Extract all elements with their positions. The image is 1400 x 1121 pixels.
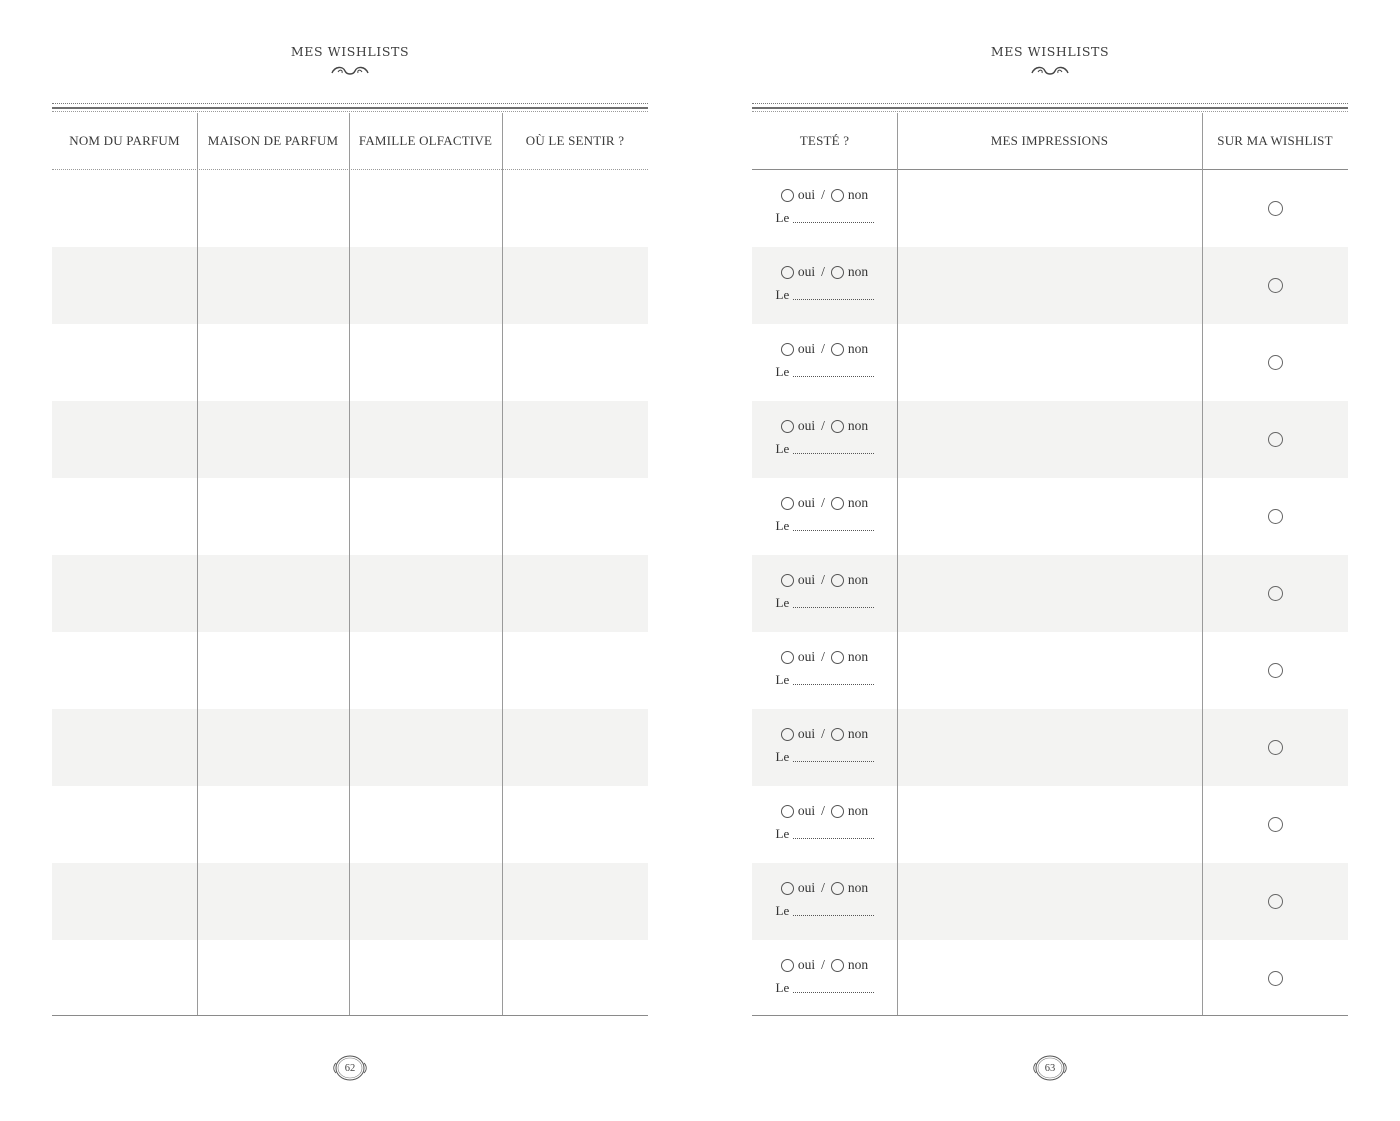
tested-options (781, 957, 868, 973)
non-label: non (847, 957, 869, 972)
impressions-cell[interactable] (897, 324, 1202, 401)
non-label: non (847, 726, 869, 741)
non-radio[interactable] (831, 266, 844, 279)
tested-cell (752, 401, 897, 478)
non-label: non (847, 187, 869, 202)
page-number (1032, 1052, 1068, 1084)
table-cell-famille[interactable] (349, 324, 502, 401)
non-radio[interactable] (831, 420, 844, 433)
table-cell-maison[interactable] (197, 940, 349, 1017)
header-rule (752, 103, 1348, 113)
column-divider (897, 113, 898, 1015)
non-radio[interactable] (831, 497, 844, 510)
non-radio[interactable] (831, 189, 844, 202)
date-label: Le (775, 826, 790, 841)
wishlist-cell (1202, 709, 1348, 786)
table-cell-famille[interactable] (349, 555, 502, 632)
non-label: non (847, 572, 869, 587)
oui-label: oui (797, 341, 816, 356)
option-separator: / (821, 187, 825, 202)
impressions-cell[interactable] (897, 940, 1202, 1017)
wishlist-cell (1202, 170, 1348, 247)
tested-cell (752, 863, 897, 940)
non-label: non (847, 495, 869, 510)
table-cell-maison[interactable] (197, 247, 349, 324)
date-label: Le (775, 903, 790, 918)
table-cell-nom[interactable] (52, 478, 197, 555)
table-cell-maison[interactable] (197, 478, 349, 555)
wishlist-cell (1202, 478, 1348, 555)
table-row (52, 170, 648, 247)
tested-cell (752, 478, 897, 555)
wishlist-radio[interactable] (1268, 663, 1283, 678)
oui-label: oui (797, 803, 816, 818)
tested-cell (752, 786, 897, 863)
oui-radio[interactable] (781, 959, 794, 972)
wishlist-radio[interactable] (1268, 586, 1283, 601)
table-row (52, 786, 648, 863)
date-line[interactable] (776, 364, 874, 380)
non-label: non (847, 649, 869, 664)
table-row (752, 401, 1348, 478)
table-cell-maison[interactable] (197, 555, 349, 632)
table-cell-ou[interactable] (502, 401, 648, 478)
table-row (52, 401, 648, 478)
table-cell-maison[interactable] (197, 863, 349, 940)
column-header-famille: FAMILLE OLFACTIVE (358, 133, 493, 148)
date-dotted-line (793, 684, 873, 685)
wishlist-cell (1202, 863, 1348, 940)
date-dotted-line (793, 530, 873, 531)
oui-label: oui (797, 726, 816, 741)
tested-options (781, 803, 868, 819)
impressions-cell[interactable] (897, 863, 1202, 940)
oui-label: oui (797, 649, 816, 664)
table-row (52, 555, 648, 632)
table-row (752, 632, 1348, 709)
option-separator: / (821, 418, 825, 433)
non-radio[interactable] (831, 959, 844, 972)
table-cell-maison[interactable] (197, 170, 349, 247)
table-cell-ou[interactable] (502, 478, 648, 555)
date-dotted-line (793, 453, 873, 454)
page-title: MES WISHLISTS (990, 44, 1110, 59)
date-line[interactable] (776, 672, 874, 688)
impressions-cell[interactable] (897, 401, 1202, 478)
tested-options (781, 649, 868, 665)
tested-cell (752, 940, 897, 1017)
left-rows (52, 170, 648, 1017)
page-number-label: 62 (344, 1062, 356, 1074)
date-dotted-line (793, 838, 873, 839)
option-separator: / (821, 726, 825, 741)
date-dotted-line (793, 992, 873, 993)
wishlist-radio[interactable] (1268, 894, 1283, 909)
flourish-ornament-icon (1029, 64, 1071, 78)
right-page (752, 0, 1348, 1121)
table-cell-nom[interactable] (52, 555, 197, 632)
wishlist-cell (1202, 555, 1348, 632)
tested-cell (752, 170, 897, 247)
impressions-cell[interactable] (897, 555, 1202, 632)
table-bottom-rule (752, 1015, 1348, 1016)
oui-label: oui (797, 264, 816, 279)
table-cell-nom[interactable] (52, 863, 197, 940)
wishlist-radio[interactable] (1268, 817, 1283, 832)
table-row (752, 170, 1348, 247)
table-cell-ou[interactable] (502, 170, 648, 247)
table-cell-famille[interactable] (349, 863, 502, 940)
table-cell-nom[interactable] (52, 170, 197, 247)
date-label: Le (775, 364, 790, 379)
non-label: non (847, 803, 869, 818)
non-radio[interactable] (831, 574, 844, 587)
table-cell-ou[interactable] (502, 247, 648, 324)
date-label: Le (775, 441, 790, 456)
table-cell-nom[interactable] (52, 940, 197, 1017)
page-number (332, 1052, 368, 1084)
table-row (752, 863, 1348, 940)
date-dotted-line (793, 915, 873, 916)
wishlist-radio[interactable] (1268, 740, 1283, 755)
table-cell-maison[interactable] (197, 401, 349, 478)
column-header-impressions: MES IMPRESSIONS (990, 133, 1109, 148)
date-line[interactable] (776, 287, 874, 303)
table-header-row (52, 113, 648, 169)
column-header-nom: NOM DU PARFUM (69, 133, 180, 148)
table-cell-ou[interactable] (502, 863, 648, 940)
table-cell-nom[interactable] (52, 324, 197, 401)
table-cell-nom[interactable] (52, 709, 197, 786)
table-row (52, 709, 648, 786)
header-rule (52, 103, 648, 113)
tested-cell (752, 632, 897, 709)
table-cell-famille[interactable] (349, 170, 502, 247)
flourish-ornament-icon (329, 64, 371, 78)
date-line[interactable] (776, 518, 874, 534)
tested-options (781, 264, 868, 280)
impressions-cell[interactable] (897, 786, 1202, 863)
tested-cell (752, 709, 897, 786)
wishlist-cell (1202, 940, 1348, 1017)
oui-radio[interactable] (781, 651, 794, 664)
table-cell-nom[interactable] (52, 401, 197, 478)
table-row (752, 709, 1348, 786)
oui-label: oui (797, 187, 816, 202)
date-label: Le (775, 749, 790, 764)
table-cell-famille[interactable] (349, 940, 502, 1017)
table-row (52, 247, 648, 324)
date-label: Le (775, 518, 790, 533)
tested-options (781, 726, 868, 742)
page-number-label: 63 (1044, 1062, 1056, 1074)
wishlist-radio[interactable] (1268, 278, 1283, 293)
impressions-cell[interactable] (897, 632, 1202, 709)
table-row (752, 247, 1348, 324)
oui-label: oui (797, 572, 816, 587)
table-cell-nom[interactable] (52, 632, 197, 709)
oui-label: oui (797, 418, 816, 433)
wishlist-radio[interactable] (1268, 509, 1283, 524)
option-separator: / (821, 957, 825, 972)
impressions-cell[interactable] (897, 170, 1202, 247)
non-label: non (847, 264, 869, 279)
table-row (52, 324, 648, 401)
option-separator: / (821, 572, 825, 587)
column-divider (1202, 113, 1203, 1015)
table-cell-maison[interactable] (197, 632, 349, 709)
column-divider (349, 113, 350, 1015)
non-radio[interactable] (831, 343, 844, 356)
table-cell-maison[interactable] (197, 786, 349, 863)
tested-options (781, 341, 868, 357)
table-cell-famille[interactable] (349, 632, 502, 709)
table-row (752, 324, 1348, 401)
date-line[interactable] (776, 826, 874, 842)
wishlist-radio[interactable] (1268, 355, 1283, 370)
oui-label: oui (797, 880, 816, 895)
oui-radio[interactable] (781, 189, 794, 202)
tested-options (781, 418, 868, 434)
column-divider (502, 113, 503, 1015)
date-line[interactable] (776, 595, 874, 611)
table-row (52, 863, 648, 940)
non-radio[interactable] (831, 728, 844, 741)
oui-radio[interactable] (781, 266, 794, 279)
table-cell-famille[interactable] (349, 401, 502, 478)
oui-radio[interactable] (781, 805, 794, 818)
table-row (52, 632, 648, 709)
oui-radio[interactable] (781, 343, 794, 356)
oui-radio[interactable] (781, 574, 794, 587)
wishlist-cell (1202, 324, 1348, 401)
table-cell-maison[interactable] (197, 709, 349, 786)
date-label: Le (775, 672, 790, 687)
impressions-cell[interactable] (897, 709, 1202, 786)
column-header-maison: MAISON DE PARFUM (207, 133, 339, 148)
oui-radio[interactable] (781, 882, 794, 895)
table-cell-nom[interactable] (52, 247, 197, 324)
right-rows (752, 170, 1348, 1017)
impressions-cell[interactable] (897, 247, 1202, 324)
date-dotted-line (793, 299, 873, 300)
non-label: non (847, 341, 869, 356)
table-cell-famille[interactable] (349, 709, 502, 786)
table-row (52, 478, 648, 555)
option-separator: / (821, 341, 825, 356)
non-label: non (847, 418, 869, 433)
option-separator: / (821, 264, 825, 279)
oui-label: oui (797, 957, 816, 972)
table-cell-famille[interactable] (349, 478, 502, 555)
column-header-wishlist: SUR MA WISHLIST (1217, 133, 1333, 148)
date-line[interactable] (776, 441, 874, 457)
oui-label: oui (797, 495, 816, 510)
table-row (752, 555, 1348, 632)
option-separator: / (821, 649, 825, 664)
tested-options (781, 495, 868, 511)
date-dotted-line (793, 376, 873, 377)
right-table (752, 113, 1348, 1017)
date-dotted-line (793, 222, 873, 223)
tested-cell (752, 555, 897, 632)
table-cell-ou[interactable] (502, 555, 648, 632)
wishlist-radio[interactable] (1268, 201, 1283, 216)
non-radio[interactable] (831, 651, 844, 664)
date-dotted-line (793, 607, 873, 608)
oui-radio[interactable] (781, 497, 794, 510)
option-separator: / (821, 803, 825, 818)
page-title: MES WISHLISTS (290, 44, 410, 59)
left-page (52, 0, 648, 1121)
non-radio[interactable] (831, 805, 844, 818)
table-cell-famille[interactable] (349, 786, 502, 863)
wishlist-radio[interactable] (1268, 971, 1283, 986)
tested-options (781, 187, 868, 203)
table-cell-maison[interactable] (197, 324, 349, 401)
table-row (752, 786, 1348, 863)
oui-radio[interactable] (781, 420, 794, 433)
option-separator: / (821, 495, 825, 510)
non-label: non (847, 880, 869, 895)
table-header-row (752, 113, 1348, 169)
oui-radio[interactable] (781, 728, 794, 741)
date-label: Le (775, 287, 790, 302)
table-cell-ou[interactable] (502, 709, 648, 786)
column-divider (197, 113, 198, 1015)
impressions-cell[interactable] (897, 478, 1202, 555)
date-label: Le (775, 980, 790, 995)
tested-options (781, 572, 868, 588)
column-header-ou: OÙ LE SENTIR ? (525, 133, 625, 148)
column-header-teste: TESTÉ ? (799, 133, 850, 148)
date-label: Le (775, 595, 790, 610)
wishlist-cell (1202, 786, 1348, 863)
wishlist-cell (1202, 632, 1348, 709)
table-cell-ou[interactable] (502, 632, 648, 709)
wishlist-cell (1202, 247, 1348, 324)
table-cell-ou[interactable] (502, 940, 648, 1017)
tested-cell (752, 247, 897, 324)
date-dotted-line (793, 761, 873, 762)
date-line[interactable] (776, 980, 874, 996)
table-cell-nom[interactable] (52, 786, 197, 863)
date-label: Le (775, 210, 790, 225)
tested-cell (752, 324, 897, 401)
table-cell-ou[interactable] (502, 786, 648, 863)
non-radio[interactable] (831, 882, 844, 895)
option-separator: / (821, 880, 825, 895)
date-line[interactable] (776, 903, 874, 919)
table-row (52, 940, 648, 1017)
wishlist-cell (1202, 401, 1348, 478)
table-bottom-rule (52, 1015, 648, 1016)
wishlist-radio[interactable] (1268, 432, 1283, 447)
table-row (752, 478, 1348, 555)
table-cell-ou[interactable] (502, 324, 648, 401)
date-line[interactable] (776, 749, 874, 765)
table-row (752, 940, 1348, 1017)
date-line[interactable] (776, 210, 874, 226)
left-table (52, 113, 648, 1017)
table-cell-famille[interactable] (349, 247, 502, 324)
tested-options (781, 880, 868, 896)
